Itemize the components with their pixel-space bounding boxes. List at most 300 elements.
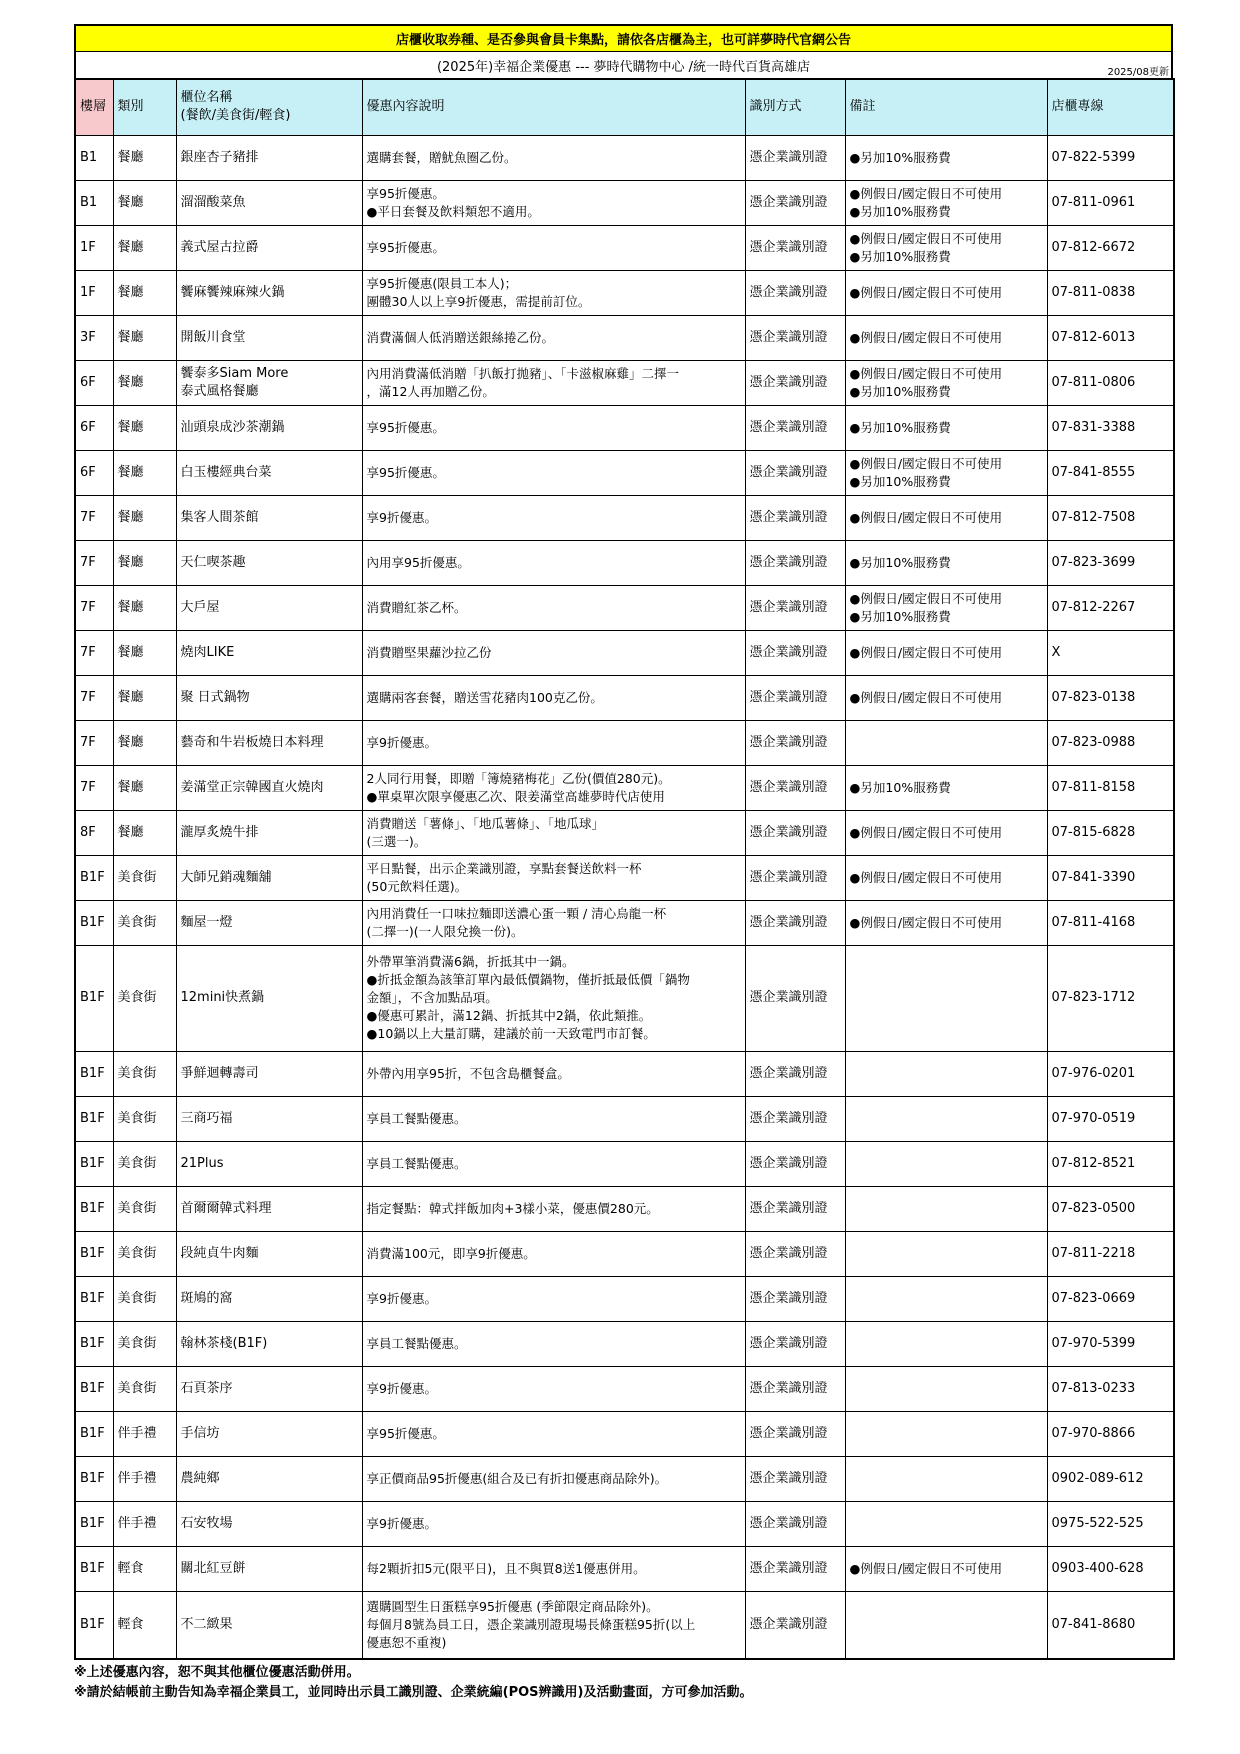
note-line: ●例假日/國定假日不可使用 [849,914,1003,930]
note-line: ●另加10%服務費 [849,203,951,219]
store-name-cell [176,945,362,1051]
store-name-line: 21Plus [180,1155,224,1171]
promo-cell [362,855,745,900]
promo-line: ，滿12人再加贈乙份。 [366,383,495,399]
floor-cell: 7F [75,765,113,810]
note-cell [845,1501,1047,1546]
note-cell [845,135,1047,180]
promo-line: 選購兩客套餐，贈送雪花豬肉100克乙份。 [366,689,603,705]
promo-cell [362,1186,745,1231]
category-cell: 餐廳 [113,675,176,720]
table-row [75,1456,1174,1501]
store-name-line: 關北紅豆餅 [180,1560,246,1576]
category-cell: 餐廳 [113,585,176,630]
method-cell: 憑企業識別證 [745,1456,845,1501]
store-name-cell [176,405,362,450]
category-cell: 伴手禮 [113,1456,176,1501]
promo-cell [362,1321,745,1366]
method-cell: 憑企業識別證 [745,315,845,360]
table-row [75,1186,1174,1231]
note-cell [845,405,1047,450]
phone-cell: 07-823-0138 [1047,675,1174,720]
category-cell: 餐廳 [113,720,176,765]
note-line: ●另加10%服務費 [849,779,951,795]
method-cell: 憑企業識別證 [745,225,845,270]
floor-cell: 6F [75,405,113,450]
note-line: ●例假日/國定假日不可使用 [849,185,1003,201]
category-cell: 伴手禮 [113,1501,176,1546]
category-cell: 美食街 [113,945,176,1051]
header-floor: 樓層 [75,79,113,135]
store-name-cell [176,810,362,855]
store-name-cell [176,1411,362,1456]
floor-cell: B1F [75,855,113,900]
method-cell: 憑企業識別證 [745,135,845,180]
promo-cell [362,1366,745,1411]
table-row [75,585,1174,630]
category-cell: 餐廳 [113,270,176,315]
promo-line: 內用消費任一口味拉麵即送濃心蛋一顆 / 清心烏龍一杯 [366,905,667,921]
floor-cell: 7F [75,585,113,630]
store-name-cell [176,675,362,720]
store-name-cell [176,1591,362,1659]
phone-cell: 07-970-8866 [1047,1411,1174,1456]
promo-line: 享正價商品95折優惠(組合及已有折扣優惠商品除外)。 [366,1470,668,1486]
header-category: 類別 [113,79,176,135]
method-cell: 憑企業識別證 [745,900,845,945]
promo-cell [362,405,745,450]
store-name-cell [176,315,362,360]
promo-line: 消費贈堅果蘿沙拉乙份 [366,644,492,660]
promo-line: 金額」，不含加點品項。 [366,990,498,1005]
table-row [75,540,1174,585]
table-row [75,1411,1174,1456]
promo-cell [362,315,745,360]
offers-table [74,78,1175,1660]
phone-cell: 07-822-5399 [1047,135,1174,180]
phone-cell: X [1047,630,1174,675]
category-cell: 美食街 [113,900,176,945]
method-cell: 憑企業識別證 [745,810,845,855]
category-cell: 餐廳 [113,225,176,270]
note-line: ●例假日/國定假日不可使用 [849,590,1003,606]
promo-cell [362,225,745,270]
promo-cell [362,135,745,180]
store-name-cell [176,1501,362,1546]
store-name-line: 麵屋一燈 [180,914,233,930]
store-name-line: 三商巧福 [180,1110,233,1126]
method-cell: 憑企業識別證 [745,720,845,765]
store-name-cell [176,900,362,945]
phone-cell: 07-811-2218 [1047,1231,1174,1276]
phone-cell: 0975-522-525 [1047,1501,1174,1546]
promo-line: ●優惠可累計，滿12鍋、折抵其中2鍋，依此類推。 [366,1008,652,1023]
note-cell [845,1591,1047,1659]
phone-cell: 07-812-6672 [1047,225,1174,270]
note-cell [845,180,1047,225]
method-cell: 憑企業識別證 [745,1411,845,1456]
footer-note: ※請於結帳前主動告知為幸福企業員工，並同時出示員工識別證、企業統編(POS辨識用)及活動畫面，方可參加活動。 [74,1685,753,1700]
note-cell [845,1276,1047,1321]
floor-cell: B1F [75,1411,113,1456]
phone-cell: 07-811-0838 [1047,270,1174,315]
store-name-line: 手信坊 [180,1425,220,1441]
category-cell: 伴手禮 [113,1411,176,1456]
table-row [75,720,1174,765]
method-cell: 憑企業識別證 [745,1321,845,1366]
update-date: 2025/08更新 [1107,67,1169,78]
table-row [75,270,1174,315]
method-cell: 憑企業識別證 [745,540,845,585]
promo-line: 優惠恕不重複) [366,1634,447,1650]
promo-cell [362,675,745,720]
store-name-cell [176,1186,362,1231]
note-line: ●例假日/國定假日不可使用 [849,329,1003,345]
note-line: ●另加10%服務費 [849,248,951,264]
promo-line: 平日點餐，出示企業識別證，享點套餐送飲料一杯 [366,860,642,876]
phone-cell: 07-811-0806 [1047,360,1174,405]
store-name-line: 白玉樓經典台菜 [180,464,272,480]
promo-cell [362,360,745,405]
store-name-cell [176,1546,362,1591]
store-name-cell [176,1456,362,1501]
table-row [75,1321,1174,1366]
promo-line: 團體30人以上享9折優惠，需提前訂位。 [366,293,591,309]
promo-line: 內用消費滿低消贈「扒飯打拋豬」、「卡滋椒麻雞」二擇一 [366,365,680,381]
phone-cell: 07-811-0961 [1047,180,1174,225]
note-cell [845,495,1047,540]
floor-cell: 1F [75,225,113,270]
store-name-cell [176,1276,362,1321]
store-name-line: 開飯川食堂 [180,329,246,345]
promo-cell [362,180,745,225]
note-cell [845,225,1047,270]
category-cell: 美食街 [113,1051,176,1096]
promo-line: 享95折優惠。 [366,1425,445,1441]
store-name-cell [176,180,362,225]
method-cell: 憑企業識別證 [745,1141,845,1186]
note-cell [845,585,1047,630]
store-name-line: 燒肉LIKE [180,644,235,660]
promo-line: ●折抵金額為該筆訂單內最低價鍋物，僅折抵最低價「鍋物 [366,972,690,987]
note-cell [845,855,1047,900]
table-row [75,1501,1174,1546]
store-name-line: 天仁喫茶趣 [180,554,246,570]
store-name-line: 銀座杏子豬排 [180,149,259,165]
note-cell [845,1411,1047,1456]
phone-cell: 07-970-5399 [1047,1321,1174,1366]
store-name-cell [176,630,362,675]
floor-cell: 6F [75,360,113,405]
note-cell [845,1546,1047,1591]
category-cell: 美食街 [113,1366,176,1411]
store-name-cell [176,270,362,315]
floor-cell: B1F [75,1456,113,1501]
floor-cell: 3F [75,315,113,360]
category-cell: 餐廳 [113,765,176,810]
phone-cell: 07-823-1712 [1047,945,1174,1051]
note-cell [845,1141,1047,1186]
store-name-line: 聚 日式鍋物 [180,689,250,705]
method-cell: 憑企業識別證 [745,945,845,1051]
table-row [75,1141,1174,1186]
store-name-cell [176,1051,362,1096]
category-cell: 餐廳 [113,810,176,855]
note-cell [845,540,1047,585]
note-line: ●另加10%服務費 [849,149,951,165]
category-cell: 輕食 [113,1546,176,1591]
promo-line: 外帶單筆消費滿6鍋，折抵其中一鍋。 [366,954,575,969]
note-cell [845,810,1047,855]
note-line: ●例假日/國定假日不可使用 [849,230,1003,246]
category-cell: 美食街 [113,1231,176,1276]
promo-line: 選購圓型生日蛋糕享95折優惠 (季節限定商品除外)。 [366,1598,659,1614]
store-name-cell [176,720,362,765]
table-row [75,1591,1174,1659]
floor-cell: B1F [75,1321,113,1366]
method-cell: 憑企業識別證 [745,1276,845,1321]
store-name-line: 大戶屋 [180,599,220,615]
floor-cell: B1F [75,1501,113,1546]
category-cell: 美食街 [113,1276,176,1321]
store-name-line: 斑鳩的窩 [180,1290,233,1306]
store-name-cell [176,1321,362,1366]
promo-cell [362,1231,745,1276]
category-cell: 輕食 [113,1591,176,1659]
store-name-cell [176,855,362,900]
method-cell: 憑企業識別證 [745,855,845,900]
category-cell: 餐廳 [113,405,176,450]
note-cell [845,945,1047,1051]
note-cell [845,315,1047,360]
method-cell: 憑企業識別證 [745,675,845,720]
table-body [75,135,1174,1659]
store-name-line: 翰林茶棧(B1F) [180,1335,268,1351]
store-name-cell [176,495,362,540]
floor-cell: 6F [75,450,113,495]
floor-cell: B1F [75,900,113,945]
floor-cell: B1F [75,1051,113,1096]
promo-cell [362,945,745,1051]
promo-line: 指定餐點：韓式拌飯加肉+3樣小菜，優惠價280元。 [366,1200,659,1216]
category-cell: 餐廳 [113,630,176,675]
category-cell: 美食街 [113,855,176,900]
table-row [75,765,1174,810]
promo-line: 享9折優惠。 [366,1380,437,1396]
category-cell: 餐廳 [113,540,176,585]
phone-cell: 07-831-3388 [1047,405,1174,450]
method-cell: 憑企業識別證 [745,1501,845,1546]
promo-line: 消費滿個人低消贈送銀絲捲乙份。 [366,329,555,345]
floor-cell: 1F [75,270,113,315]
method-cell: 憑企業識別證 [745,1366,845,1411]
category-cell: 美食街 [113,1096,176,1141]
method-cell: 憑企業識別證 [745,1051,845,1096]
note-cell [845,1186,1047,1231]
table-row [75,945,1174,1051]
phone-cell: 0903-400-628 [1047,1546,1174,1591]
table-row [75,1096,1174,1141]
header-name-line2: (餐飲/美食街/輕食) [180,108,291,124]
promo-cell [362,450,745,495]
promo-line: 享95折優惠。 [366,464,445,480]
method-cell: 憑企業識別證 [745,360,845,405]
phone-cell: 07-976-0201 [1047,1051,1174,1096]
phone-cell: 0902-089-612 [1047,1456,1174,1501]
category-cell: 餐廳 [113,315,176,360]
store-name-cell [176,540,362,585]
floor-cell: B1F [75,1276,113,1321]
promo-line: 2人同行用餐，即贈「簿燒豬梅花」乙份(價值280元)。 [366,770,671,786]
phone-cell: 07-823-0988 [1047,720,1174,765]
promo-cell [362,1501,745,1546]
category-cell: 美食街 [113,1141,176,1186]
method-cell: 憑企業識別證 [745,180,845,225]
note-line: ●另加10%服務費 [849,419,951,435]
phone-cell: 07-823-0669 [1047,1276,1174,1321]
note-line: ●例假日/國定假日不可使用 [849,689,1003,705]
store-name-cell [176,765,362,810]
phone-cell: 07-812-2267 [1047,585,1174,630]
promo-cell [362,1096,745,1141]
table-row [75,360,1174,405]
note-cell [845,1096,1047,1141]
store-name-line: 石頁茶序 [180,1380,233,1396]
table-row [75,1546,1174,1591]
promo-cell [362,1141,745,1186]
note-line: ●例假日/國定假日不可使用 [849,824,1003,840]
store-name-line: 饗泰多Siam More [180,365,289,381]
promo-cell [362,495,745,540]
note-cell [845,1321,1047,1366]
store-name-line: 姜滿堂正宗韓國直火燒肉 [180,779,324,795]
floor-cell: B1F [75,1546,113,1591]
phone-cell: 07-812-6013 [1047,315,1174,360]
method-cell: 憑企業識別證 [745,585,845,630]
floor-cell: 7F [75,540,113,585]
note-line: ●例假日/國定假日不可使用 [849,869,1003,885]
method-cell: 憑企業識別證 [745,630,845,675]
store-name-line: 義式屋古拉爵 [180,239,259,255]
note-line: ●例假日/國定假日不可使用 [849,644,1003,660]
promo-line: 享員工餐點優惠。 [366,1110,467,1126]
promo-line: 每個月8號為員工日，憑企業識別證現場長條蛋糕95折(以上 [366,1616,696,1632]
note-cell [845,630,1047,675]
phone-cell: 07-813-0233 [1047,1366,1174,1411]
header-name [176,79,362,135]
promo-line: 每2顆折扣5元(限平日)，且不與買8送1優惠併用。 [366,1560,646,1576]
method-cell: 憑企業識別證 [745,450,845,495]
notice-banner: 店櫃收取券種、是否參與會員卡集點，請依各店櫃為主，也可詳夢時代官網公告 [74,24,1173,52]
phone-cell: 07-811-4168 [1047,900,1174,945]
promo-line: ●10鍋以上大量訂購，建議於前一天致電門市訂餐。 [366,1026,656,1041]
method-cell: 憑企業識別證 [745,495,845,540]
method-cell: 憑企業識別證 [745,1186,845,1231]
store-name-line: 汕頭泉成沙茶潮鍋 [180,419,285,435]
floor-cell: B1F [75,945,113,1051]
floor-cell: B1F [75,1141,113,1186]
method-cell: 憑企業識別證 [745,1231,845,1276]
floor-cell: 8F [75,810,113,855]
method-cell: 憑企業識別證 [745,1591,845,1659]
method-cell: 憑企業識別證 [745,405,845,450]
category-cell: 餐廳 [113,495,176,540]
store-name-line: 石安牧場 [180,1515,233,1531]
phone-cell: 07-812-8521 [1047,1141,1174,1186]
phone-cell: 07-811-8158 [1047,765,1174,810]
table-header [75,79,1174,135]
header-name-line1: 櫃位名稱 [180,90,233,106]
table-row [75,630,1174,675]
store-name-cell [176,1141,362,1186]
table-row [75,315,1174,360]
table-row [75,810,1174,855]
footer-note: ※上述優惠內容，恕不與其他櫃位優惠活動併用。 [74,1665,360,1680]
floor-cell: B1F [75,1366,113,1411]
note-cell [845,900,1047,945]
promo-line: 消費贈紅茶乙杯。 [366,599,467,615]
document-title [74,52,1173,78]
promo-line: 享95折優惠。 [366,239,445,255]
floor-cell: 7F [75,675,113,720]
floor-cell: B1F [75,1231,113,1276]
category-cell: 美食街 [113,1186,176,1231]
store-name-cell [176,135,362,180]
note-cell [845,270,1047,315]
promo-cell [362,1456,745,1501]
category-cell: 餐廳 [113,135,176,180]
category-cell: 餐廳 [113,360,176,405]
floor-cell: 7F [75,630,113,675]
promo-line: 享9折優惠。 [366,509,437,525]
note-cell [845,1051,1047,1096]
note-line: ●另加10%服務費 [849,554,951,570]
note-cell [845,1231,1047,1276]
category-cell: 餐廳 [113,450,176,495]
promo-cell [362,900,745,945]
promo-line: 享9折優惠。 [366,1515,437,1531]
table-row [75,855,1174,900]
store-name-line: 饗麻饗辣麻辣火鍋 [180,284,285,300]
promo-line: 享95折優惠。 [366,185,445,201]
store-name-line: 大師兄銷魂麵舖 [180,869,272,885]
note-cell [845,1456,1047,1501]
store-name-line: 藝奇和牛岩板燒日本料理 [180,734,324,750]
table-row [75,900,1174,945]
note-cell [845,1366,1047,1411]
floor-cell: B1F [75,1591,113,1659]
store-name-line: 爭鮮迴轉壽司 [180,1065,259,1081]
store-name-line: 集客人間茶館 [180,509,259,525]
store-name-line: 首爾爾韓式料理 [180,1200,272,1216]
phone-cell: 07-815-6828 [1047,810,1174,855]
table-row [75,135,1174,180]
promo-line: 享員工餐點優惠。 [366,1335,467,1351]
store-name-cell [176,1096,362,1141]
phone-cell: 07-970-0519 [1047,1096,1174,1141]
store-name-cell [176,1366,362,1411]
promo-line: 享9折優惠。 [366,1290,437,1306]
floor-cell: 7F [75,720,113,765]
store-name-line: 12mini快煮鍋 [180,990,265,1005]
category-cell: 餐廳 [113,180,176,225]
store-name-cell [176,585,362,630]
promo-line: ●單桌單次限享優惠乙次、限姜滿堂高雄夢時代店使用 [366,788,665,804]
floor-cell: 7F [75,495,113,540]
promo-cell [362,1276,745,1321]
phone-cell: 07-841-3390 [1047,855,1174,900]
store-name-line: 不二緻果 [180,1616,233,1632]
